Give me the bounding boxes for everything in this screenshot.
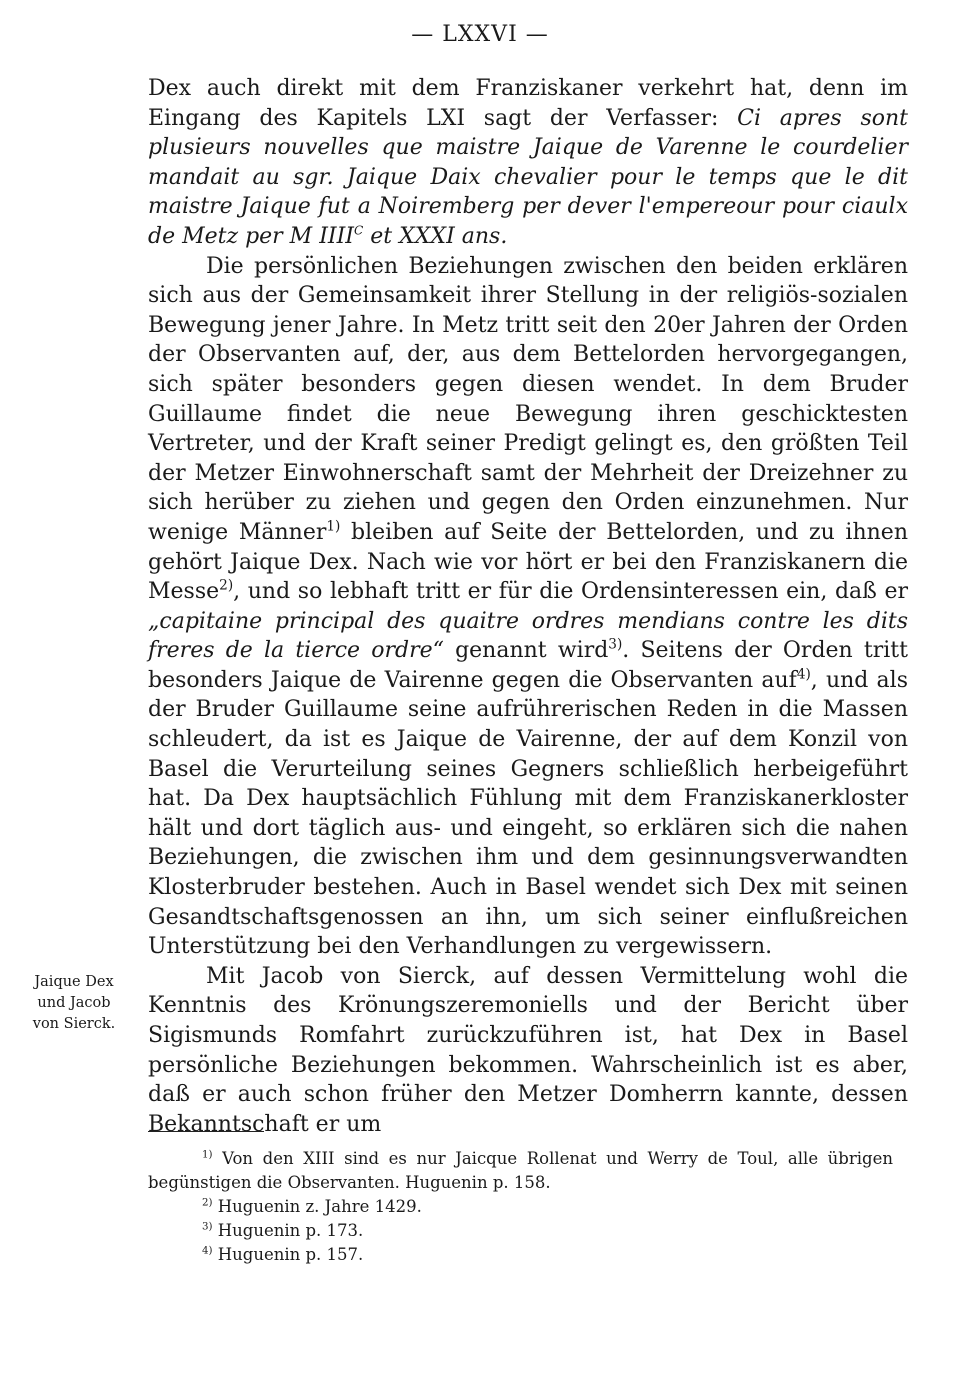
french-quote-end: et XXXI ans. [363,223,508,249]
paragraph-2-text-6: , und als der Bruder Guillaume seine aufrührerischen Reden in die Massen schleudert, da ist es Jaique de Vairenne, der auf dem Konzil von Basel die Verurteilung seines Gegners schließlich herbeigeführt hat. Da Dex hauptsächlich Fühlung mit dem Franziskanerkloster hält und dort täglich aus- und eingeht, so erklären sich die nahen Beziehungen, die zwischen ihm und dem gesinnungsverwandten Klosterbruder bestehen. Auch in Basel wendet sich Dex mit seinen Gesandtschaftsgenossen an ihn, um sich seiner einflußreichen Unterstützung bei den Verhandlungen zu vergewissern. [148,667,908,960]
superscript-c: C [353,223,364,238]
footnote-ref-4: 4) [796,666,811,683]
page-number: — LXXVI — [411,22,549,47]
footnote-divider [148,1131,264,1132]
footnote-ref-1: 1) [326,518,341,535]
paragraph-3: Mit Jacob von Sierck, auf dessen Vermittelung wohl die Kenntnis des Krönungszeremoniells und der Bericht über Sigismunds Romfahrt zurückzuführen ist, hat Dex in Basel persönliche Beziehungen bekommen. Wahrscheinlich ist es aber, daß er auch schon früher den Metzer Domherrn kannte, dessen Bekanntschaft er um [148,963,908,1137]
paragraph-2-text-5: . Seitens der Orden tritt besonders Jaique de Vairenne gegen die Observanten auf [148,638,908,693]
footnote-text: Von den XIII sind es nur Jaicque Rollenat und Werry de Toul, alle übrigen begünstigen die Observanten. Huguenin p. 158. [148,1149,893,1192]
footnote-4 [148,1243,893,1267]
paragraph-2 [148,252,908,962]
footnote-mark: 1) [202,1149,213,1161]
body-text [148,74,908,1139]
french-quote-2: „capitaine principal des quaitre ordres mendians contre les dits freres de la tierce ordre“ [148,608,908,664]
footnote-text: Huguenin p. 173. [212,1221,364,1240]
footnote-text: Huguenin z. Jahre 1429. [212,1197,422,1216]
footnotes [148,1147,893,1267]
footnote-1 [148,1147,893,1195]
footnote-2 [148,1195,893,1219]
paragraph-2-text-1: Die persönlichen Beziehungen zwischen den beiden erklären sich aus der Gemeinsamkeit ihrer Stellung in der religiös-sozialen Bewegung jener Jahre. In Metz tritt seit den 20er Jahren der Orden der Observanten auf, der, aus dem Bettelorden hervorgegangen, sich später besonders gegen diesen wendet. In dem Bruder Guillaume findet die neue Bewegung ihren geschicktesten Vertreter, und der Kraft seiner Predigt gelingt es, den größten Teil der Metzer Einwohnerschaft samt der Mehrheit der Dreizehner zu sich herüber zu ziehen und gegen den Orden einzunehmen. Nur wenige Männer [148,253,908,545]
paragraph-1 [148,74,908,252]
footnote-ref-3: 3) [608,636,623,653]
footnote-ref-2: 2) [219,577,234,594]
footnote-3 [148,1219,893,1243]
paragraph-2-text-3: , und so lebhaft tritt er für die Ordensinteressen ein, daß er [233,579,908,605]
paragraph-1-text: Dex auch direkt mit dem Franziskaner verkehrt hat, denn im Eingang des Kapitels LXI sagt der Verfasser: [148,76,908,131]
footnote-text: Huguenin p. 157. [212,1245,364,1264]
paragraph-2-text-2: bleiben auf Seite der Bettelorden, und zu ihnen gehört Jaique Dex. Nach wie vor hört er bei den Franziskanern die Messe [148,519,908,605]
paragraph-2-text-4: genannt wird [443,638,609,664]
french-quote: Ci apres sont plusieurs nouvelles que maistre Jaique de Varenne le courdelier mandait au sgr. Jaique Daix chevalier pour le temps que le dit maistre Jaique fut a Noiremberg per dever l'empereour pour ciaulx de Metz per M IIII [148,105,908,249]
margin-note: Jaique Dex und Jacob von Sierck. [32,974,116,1032]
footnote-mark: 3) [202,1221,213,1233]
footnote-mark: 4) [202,1245,213,1257]
footnote-mark: 2) [202,1197,213,1209]
